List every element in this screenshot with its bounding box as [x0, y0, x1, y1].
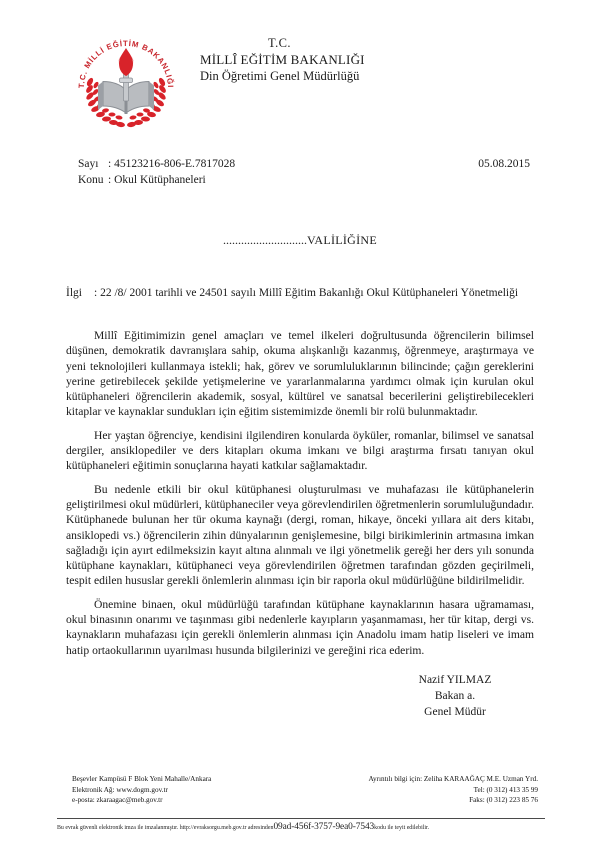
footer-fax: Faks: (0 312) 223 85 76 — [469, 796, 538, 804]
body-paragraph: Bu nedenle etkili bir okul kütüphanesi oluşturulması ve muhafazası ile kütüphanelerin geliştirilmesi okul müdürleri, kütüphaneciler veya görevlendirilen öğretmenlerin sorumluluğundadır. Kütüphanede bulunan her tür okuma kaynağı (dergi, roman, hikaye, önceki yıllara ait ders kitabı, ansiklopedi vs.) öğrencilerin zihin dünyalarının genişlemesine, bilgi birikimlerinin artmasına imkan sağladığı için ayırt edilmeksizin kayıt altına alınmalı ve ilgi yönetmelik gereği her ders yılı sonunda kütüphane kaynakları, kütüphaneci veya görevlendirilen öğretmen tarafından gözden geçirilmeli, tespit edilen hususlar gerekli önlemlerin alınması için bir raporla okul müdürlüğüne bildirilmelidir. — [66, 482, 534, 588]
svg-text:T.C. MİLLİ EĞİTİM BAKANLIĞI: T.C. MİLLİ EĞİTİM BAKANLIĞI — [76, 38, 176, 89]
footer-web-line: Elektronik Ağ: www.dogm.gov.tr — [72, 785, 168, 794]
footer-email-line: e-posta: zkaraagac@meb.gov.tr — [72, 796, 163, 804]
sayi-value: : 45123216-806-E.7817028 — [108, 158, 236, 170]
addressee-dots: ............................ — [222, 233, 307, 247]
letterhead-text — [190, 36, 490, 84]
ministry-name: MİLLÎ EĞİTİM BAKANLIĞI — [200, 52, 365, 67]
sayi-label: Sayı — [78, 158, 99, 170]
verification-line — [57, 823, 549, 833]
footer — [0, 774, 600, 814]
reference-text: : 22 /8/ 2001 tarihli ve 24501 sayılı Millî Eğitim Bakanlığı Okul Kütüphaneleri Yönetmeliği — [94, 287, 519, 299]
footer-contact-person: Ayrıntılı bilgi için: Zeliha KARAAĞAÇ M.E. Uzman Yrd. — [368, 775, 538, 783]
body-paragraph: Millî Eğitimimizin genel amaçları ve temel ilkeleri doğrultusunda öğrencilerin bilimsel düşünen, demokratik davranışlara sahip, okuma alışkanlığı kazanmış, öğrenmeye, araştırmaya ve yeni teknolojileri kullanmaya istekli; hak, görev ve sorumluluklarının bilincinde; çağın gereklerini yerine getirebilecek şekilde yetişmelerine ve yararlanmalarına yardımcı olmak için kurulan okul kütüphaneleri öğrencilerin akademik, sosyal, kültürel ve sanatsal becerilerini geliştirebilecekleri kitaplar ve kaynaklar sundukları için eğitim sistemimizde önemli bir rolü bulunmaktadır. — [66, 329, 534, 419]
republic-line: T.C. — [268, 36, 291, 50]
footer-address-line: Beşevler Kampüsü F Blok Yeni Mahalle/Ankara — [72, 775, 212, 783]
addressee-line — [0, 233, 600, 248]
konu-value: : Okul Kütüphaneleri — [108, 174, 206, 186]
verification-suffix: kodu ile teyit edilebilir. — [374, 825, 430, 831]
verification-code: 09ad-456f-3757-9ea0-7543 — [273, 822, 375, 832]
reference-label: İlgi — [66, 287, 82, 299]
signer-title: Genel Müdür — [424, 706, 486, 718]
document-meta — [78, 156, 530, 188]
reference-section — [66, 286, 534, 301]
konu-label: Konu — [78, 174, 104, 186]
footer-contact — [368, 774, 538, 806]
signer-role: Bakan a. — [434, 690, 476, 702]
konu-row — [78, 172, 530, 188]
meb-logo-icon — [72, 30, 180, 134]
addressee-text: VALİLİĞİNE — [306, 233, 378, 247]
sayi-row — [78, 156, 530, 172]
footer-divider — [57, 818, 545, 819]
body-paragraph: Önemine binaen, okul müdürlüğü tarafından kütüphane kaynaklarının hasara uğramaması, okul binasının onarımı ve taşınması gibi nedenlerle kayıpların yaşanmaması, her tür kitap, dergi vs. kaynakların muhafazası için gerekli önlemlerin alınması için Anadolu imam hatip liseleri ve imam hatip ortaokullarının uyarılması husunda bilgilerinizi ve gereğini rica ederim. — [66, 597, 534, 657]
body-paragraph: Her yaştan öğrenciye, kendisini ilgilendiren konularda öyküler, romanlar, bilimsel ve sanatsal dergiler, ansiklopediler ve ders kitapları okuma imkanı ve bilgi araştırma fırsatı tanıyan okul kütüphaneleri eğitimin sonuçlarına hayati katkılar sağlamaktadır. — [66, 428, 534, 473]
footer-address — [72, 774, 211, 806]
letterhead — [0, 26, 600, 138]
signature-block — [360, 672, 550, 720]
footer-phone: Tel: (0 312) 413 35 99 — [473, 785, 538, 794]
verification-prefix: Bu evrak güvenli elektronik imza ile imzalanmıştır. http://evraksorgu.meb.gov.tr adresinden — [57, 825, 274, 831]
department-name: Din Öğretimi Genel Müdürlüğü — [200, 69, 360, 83]
body-text — [66, 328, 534, 658]
document-date: 05.08.2015 — [478, 158, 530, 170]
signer-name: Nazif YILMAZ — [418, 674, 492, 686]
